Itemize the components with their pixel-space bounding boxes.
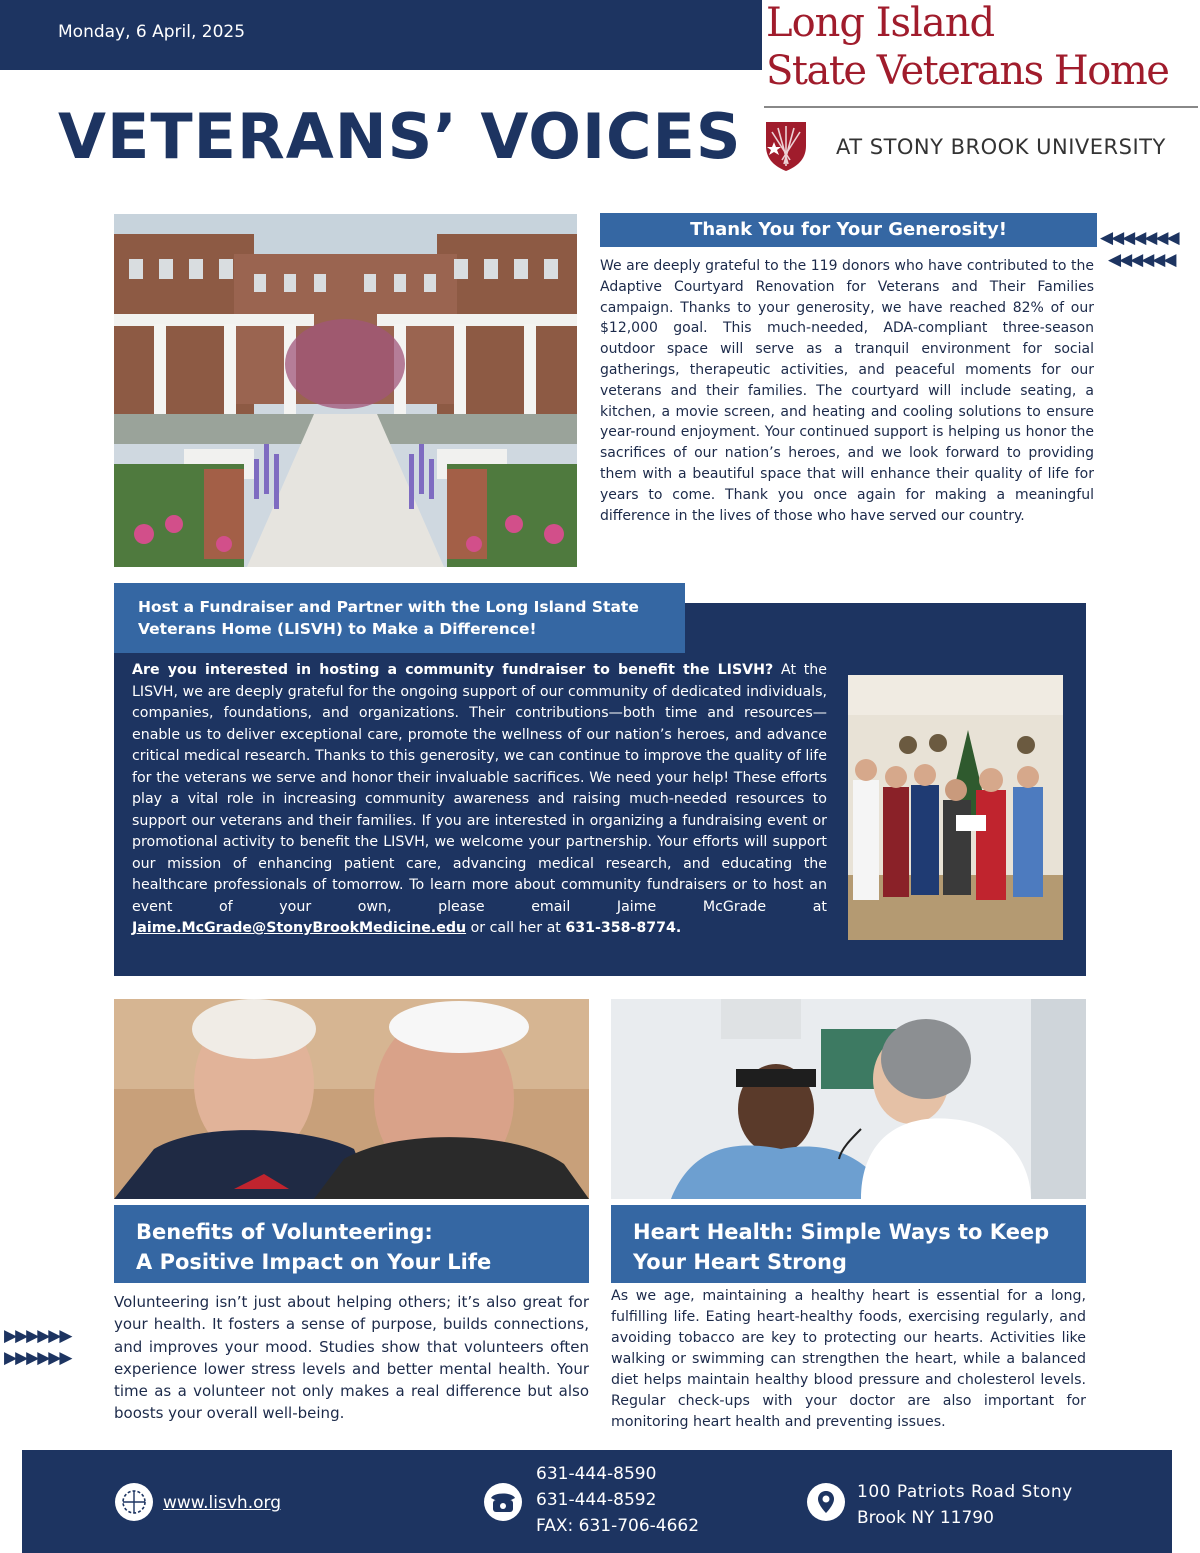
logo-divider: [764, 106, 1198, 108]
chevron-left-decoration: ◀◀◀◀◀◀◀: [1100, 228, 1178, 248]
chevron-left-decoration-2: ◀◀◀◀◀◀: [1108, 250, 1175, 270]
heart-body: As we age, maintaining a healthy heart is essential for a long, fulfilling life. Eating heart-healthy foods, exercising regularly, and avoiding tobacco are key to protecting our hearts. Activities like walking or swimming can strengthen the heart, while a balanced diet helps maintain healthy blood pressure and cholesterol levels. Regular check-ups with your doctor are also important for monitoring heart health and preventing issues.: [611, 1288, 1086, 1430]
phone-number-2: 631-444-8592: [536, 1490, 657, 1510]
heart-heading: [611, 1205, 1086, 1283]
contact-email-link[interactable]: Jaime.McGrade@StonyBrookMedicine.edu: [132, 920, 467, 936]
logo-subtitle: AT STONY BROOK UNIVERSITY: [836, 135, 1166, 159]
newsletter-title: VETERANS’ VOICES: [58, 100, 742, 173]
website-link[interactable]: www.lisvh.org: [163, 1493, 281, 1513]
thanks-heading: Thank You for Your Generosity!: [600, 213, 1097, 247]
fax-number: FAX: 631-706-4662: [536, 1516, 700, 1536]
location-pin-icon: [807, 1483, 845, 1521]
volunteers-photo: [114, 999, 589, 1199]
address-line-2: Brook NY 11790: [857, 1508, 994, 1528]
courtyard-rendering-image: [114, 214, 577, 567]
heart-checkup-photo: [611, 999, 1086, 1199]
chevron-right-decoration-2: ▶▶▶▶▶▶: [4, 1348, 71, 1368]
volunteering-heading-line-2: A Positive Impact on Your Life: [136, 1250, 492, 1274]
address-line-1: 100 Patriots Road Stony: [857, 1482, 1073, 1502]
issue-date: Monday, 6 April, 2025: [58, 22, 246, 42]
contact-phone: 631-358-8774.: [565, 920, 682, 936]
logo-line-1: Long Island: [766, 0, 995, 46]
shield-logo-icon: [764, 120, 808, 172]
heart-heading-line-1: Heart Health: Simple Ways to Keep: [633, 1220, 1050, 1244]
heart-heading-line-2: Your Heart Strong: [633, 1250, 847, 1274]
logo-line-2: State Veterans Home: [766, 48, 1169, 94]
thanks-body: We are deeply grateful to the 119 donors who have contributed to the Adaptive Courtyard Renovation for Veterans and Their Families campaign. Thanks to your generosity, we have reached 82% of our $12,000 goal. This much-needed, ADA-compliant three-season outdoor space will serve as a tranquil environment for social gatherings, therapeutic activities, and peaceful moments for our veterans and their families. The courtyard will include seating, a kitchen, a movie screen, and heating and cooling solutions to ensure year-round enjoyment. Your continued support is helping us honor the sacrifices of our nation’s heroes, and we look forward to providing them with a beautiful space that will enhance their quality of life for years to come. Thank you once again for making a meaningful difference in the lives of those who have served our country.: [600, 258, 1094, 524]
phone-number-1: 631-444-8590: [536, 1464, 657, 1484]
donation-group-photo: [848, 675, 1063, 940]
globe-icon: [115, 1483, 153, 1521]
footer-bar: [22, 1450, 1172, 1553]
lisvh-logo: [764, 0, 1200, 180]
telephone-icon: [484, 1483, 522, 1521]
volunteering-heading: [114, 1205, 589, 1283]
chevron-right-decoration: ▶▶▶▶▶▶: [4, 1326, 71, 1346]
volunteering-body: Volunteering isn’t just about helping others; it’s also great for your health. It fosters a sense of purpose, builds connections, and improves your mood. Studies show that volunteers often experience lower stress levels and better mental health. Your time as a volunteer not only makes a real difference but also boosts your overall well-being.: [114, 1293, 589, 1423]
fundraiser-heading: Host a Fundraiser and Partner with the Long Island State Veterans Home (LISVH) to Make a Difference!: [114, 583, 685, 653]
fundraiser-text: At the LISVH, we are deeply grateful for the ongoing support of our community of dedicated individuals, companies, foundations, and organizations. Their contributions—both time and resources—enable us to deliver exceptional care, promote the wellness of our nation’s heroes, and advance critical medical research. Thanks to this generosity, we can continue to improve the quality of life for the veterans we serve and honor their invaluable sacrifices. We need your help! These efforts play a vital role in increasing community awareness and raising much-needed resources to support our veterans and their families. If you are interested in organizing a fundraising event or promotional activity to benefit the LISVH, we welcome your partnership. Your efforts will support our mission of enhancing patient care, advancing medical research, and educating the healthcare professionals of tomorrow. To learn more about community fundraisers or to host an event of your own, please email Jaime McGrade at: [132, 662, 828, 915]
fundraiser-call: or call her at: [466, 920, 566, 936]
date-bar: [0, 0, 762, 70]
fundraiser-lead: Are you interested in hosting a community fundraiser to benefit the LISVH?: [132, 662, 774, 678]
volunteering-heading-line-1: Benefits of Volunteering:: [136, 1220, 433, 1244]
fundraiser-body: [132, 660, 827, 940]
